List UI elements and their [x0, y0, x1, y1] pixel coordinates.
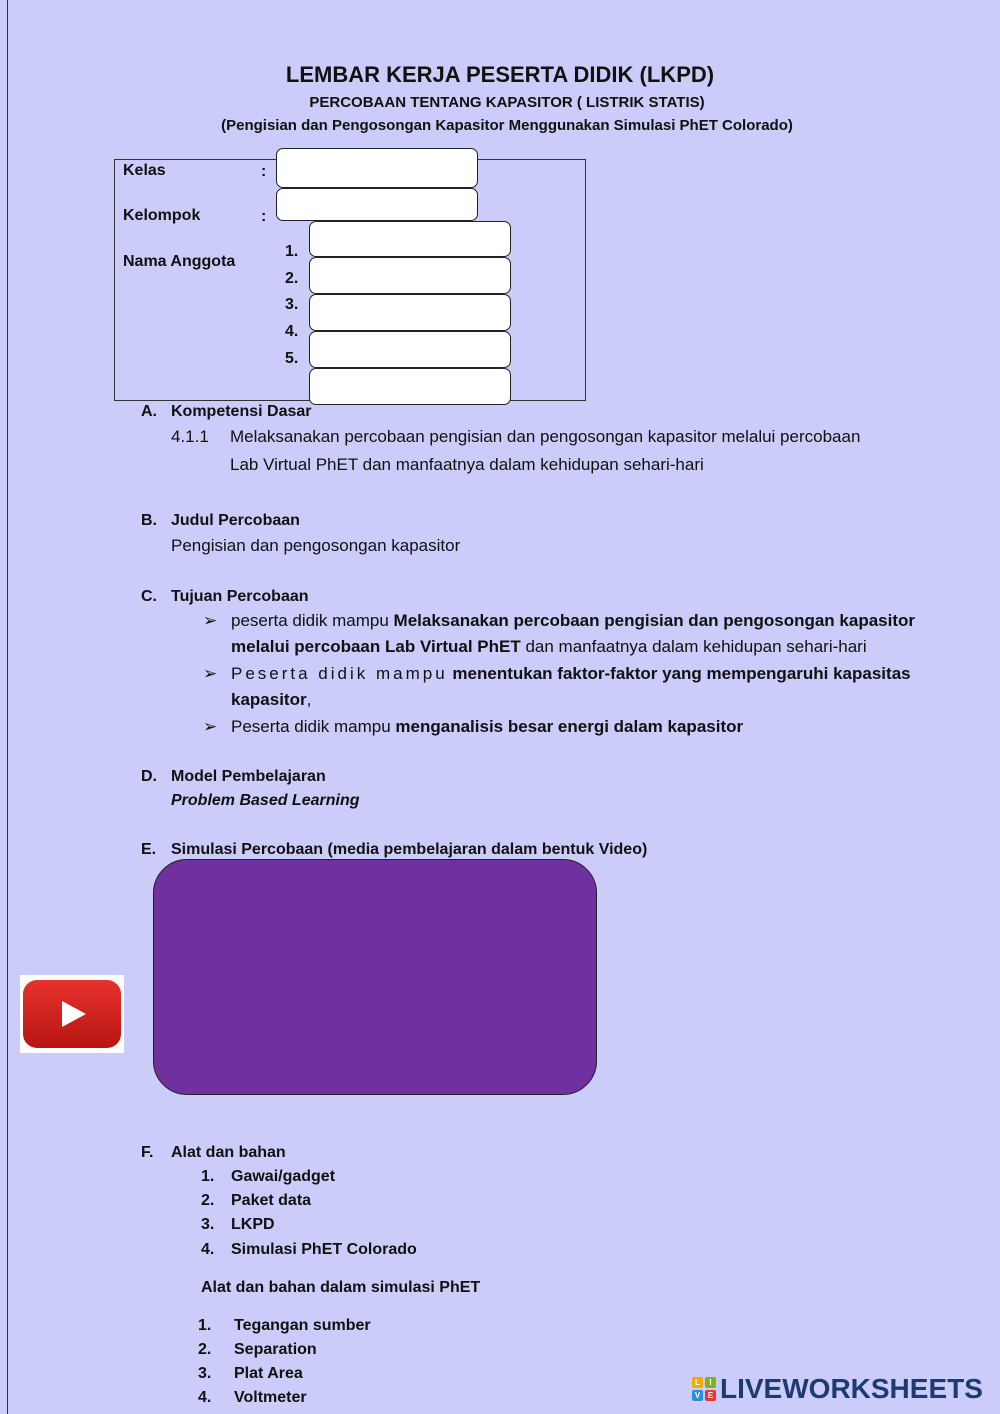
- list-item-number: 3.: [198, 1365, 212, 1382]
- list-item: Plat Area: [234, 1365, 303, 1382]
- section-b-title: Judul Percobaan: [171, 512, 300, 529]
- list-item-number: 4.: [198, 1389, 212, 1406]
- youtube-button[interactable]: [20, 975, 124, 1053]
- list-item: LKPD: [231, 1216, 275, 1233]
- list-item: Gawai/gadget: [231, 1168, 336, 1185]
- kelas-field[interactable]: [276, 148, 478, 188]
- goal-2-line1: Peserta didik mampu menentukan faktor-faktor yang mempengaruhi kapasitas: [231, 664, 911, 683]
- bullet-arrow-icon: ➢: [203, 611, 218, 630]
- kelompok-label: Kelompok: [123, 207, 201, 224]
- section-d-title: Model Pembelajaran: [171, 768, 326, 785]
- member-4-field[interactable]: [309, 331, 511, 368]
- page-subtitle: PERCOBAAN TENTANG KAPASITOR ( LISTRIK STATIS): [309, 94, 705, 111]
- video-player[interactable]: [153, 859, 597, 1095]
- member-1-field[interactable]: [309, 221, 511, 257]
- bullet-arrow-icon: ➢: [203, 664, 218, 683]
- section-c-title: Tujuan Percobaan: [171, 588, 309, 605]
- member-2-field[interactable]: [309, 257, 511, 294]
- liveworksheets-logo-icon: L I V E: [692, 1377, 716, 1401]
- page-border-line: [7, 0, 8, 1414]
- phet-subtitle: Alat dan bahan dalam simulasi PhET: [201, 1279, 481, 1296]
- list-item: Separation: [234, 1341, 317, 1358]
- section-a-letter: A.: [141, 403, 157, 420]
- liveworksheets-wordmark: LIVEWORKSHEETS: [720, 1373, 983, 1404]
- goal-1-line1: peserta didik mampu Melaksanakan percobaan pengisian dan pengosongan kapasitor: [231, 611, 916, 630]
- section-e-title: Simulasi Percobaan (media pembelajaran dalam bentuk Video): [171, 841, 648, 858]
- list-item: Simulasi PhET Colorado: [231, 1241, 417, 1258]
- member-3-field[interactable]: [309, 294, 511, 331]
- member-number: 4.: [285, 323, 299, 340]
- kelompok-colon: :: [261, 208, 267, 225]
- section-b-letter: B.: [141, 512, 157, 529]
- youtube-play-icon: [23, 980, 121, 1048]
- page-title: LEMBAR KERJA PESERTA DIDIK (LKPD): [285, 62, 715, 87]
- member-number: 1.: [285, 243, 299, 260]
- list-item-number: 4.: [201, 1241, 215, 1258]
- section-e-letter: E.: [141, 841, 157, 858]
- section-f-title: Alat dan bahan: [171, 1144, 286, 1161]
- list-item-number: 2.: [201, 1192, 215, 1209]
- list-item: Tegangan sumber: [234, 1317, 371, 1334]
- judul-text: Pengisian dan pengosongan kapasitor: [171, 536, 461, 555]
- section-f-letter: F.: [141, 1144, 154, 1161]
- list-item-number: 1.: [201, 1168, 215, 1185]
- kelas-label: Kelas: [123, 162, 166, 179]
- list-item-number: 3.: [201, 1216, 215, 1233]
- goal-2-line2: kapasitor,: [231, 690, 312, 709]
- member-number: 5.: [285, 350, 299, 367]
- nama-anggota-label: Nama Anggota: [123, 253, 236, 270]
- kelas-colon: :: [261, 163, 267, 180]
- goal-1-line2: melalui percobaan Lab Virtual PhET dan manfaatnya dalam kehidupan sehari-hari: [231, 637, 867, 656]
- kd-text-line1: Melaksanakan percobaan pengisian dan pengosongan kapasitor melalui percobaan: [230, 427, 861, 446]
- list-item-number: 1.: [198, 1317, 212, 1334]
- kd-code: 4.1.1: [171, 427, 209, 446]
- page-subtitle-detail: (Pengisian dan Pengosongan Kapasitor Menggunakan Simulasi PhET Colorado): [221, 117, 793, 134]
- member-number: 2.: [285, 270, 299, 287]
- kelompok-field[interactable]: [276, 188, 478, 221]
- list-item: Voltmeter: [234, 1389, 307, 1406]
- goal-3: Peserta didik mampu menganalisis besar energi dalam kapasitor: [231, 717, 744, 736]
- kd-text-line2: Lab Virtual PhET dan manfaatnya dalam kehidupan sehari-hari: [230, 455, 704, 474]
- section-a-title: Kompetensi Dasar: [171, 403, 312, 420]
- section-d-letter: D.: [141, 768, 157, 785]
- list-item: Paket data: [231, 1192, 312, 1209]
- member-number: 3.: [285, 296, 299, 313]
- member-5-field[interactable]: [309, 368, 511, 405]
- list-item-number: 2.: [198, 1341, 212, 1358]
- model-text: Problem Based Learning: [171, 792, 360, 809]
- section-c-letter: C.: [141, 588, 157, 605]
- bullet-arrow-icon: ➢: [203, 717, 218, 736]
- liveworksheets-brand: [692, 1372, 983, 1406]
